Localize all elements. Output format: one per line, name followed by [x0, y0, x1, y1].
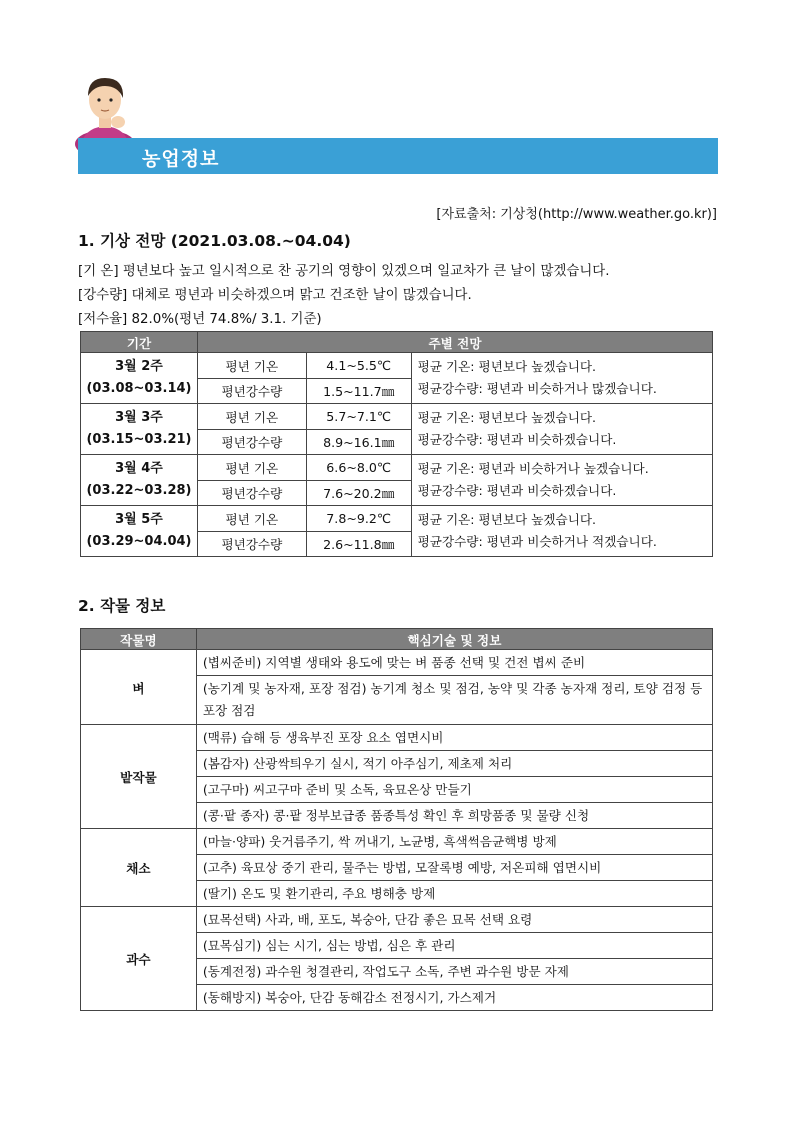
crop-info-item: (봄감자) 산광싹틔우기 실시, 적기 아주심기, 제초제 처리: [196, 751, 712, 777]
temp-label: 평년 기온: [197, 353, 306, 379]
crop-info-item: (묘목선택) 사과, 배, 포도, 복숭아, 단감 좋은 묘목 선택 요령: [196, 907, 712, 933]
rain-value: 7.6~20.2㎜: [306, 480, 411, 506]
crop-info-item: (묘목심기) 심는 시기, 심는 방법, 심은 후 관리: [196, 933, 712, 959]
period-cell: 3월 2주 (03.08~03.14): [81, 353, 198, 404]
crop-name-field: 밭작물: [81, 725, 197, 829]
temp-value: 6.6~8.0℃: [306, 455, 411, 481]
rain-value: 8.9~16.1㎜: [306, 429, 411, 455]
table-row: [81, 907, 713, 933]
crop-info-item: (고추) 육묘상 중기 관리, 물주는 방법, 모잘록병 예방, 저온피해 엽면시비: [196, 855, 712, 881]
period-cell: 3월 5주 (03.29~04.04): [81, 506, 198, 557]
period-cell: 3월 3주 (03.15~03.21): [81, 404, 198, 455]
temp-value: 7.8~9.2℃: [306, 506, 411, 532]
crop-info-item: (맥류) 습해 등 생육부진 포장 요소 엽면시비: [196, 725, 712, 751]
table-row: [81, 829, 713, 855]
crop-name-vegetable: 채소: [81, 829, 197, 907]
crop-info-table: [80, 628, 713, 1011]
table-row: [81, 404, 713, 430]
outlook-cell: 평균 기온: 평년보다 높겠습니다. 평균강수량: 평년과 비슷하거나 많겠습니다.: [411, 353, 712, 404]
outlook-cell: 평균 기온: 평년보다 높겠습니다. 평균강수량: 평년과 비슷하거나 적겠습니다.: [411, 506, 712, 557]
crop-name-rice: 벼: [81, 650, 197, 725]
crop-info-item: (동계전정) 과수원 청결관리, 작업도구 소독, 주변 과수원 방문 자제: [196, 959, 712, 985]
table-row: [81, 455, 713, 481]
col-header-crop: 작물명: [81, 629, 197, 650]
section-crop-title: 2. 작물 정보: [78, 597, 166, 615]
temp-value: 4.1~5.5℃: [306, 353, 411, 379]
crop-info-item: (딸기) 온도 및 환기관리, 주요 병해충 방제: [196, 881, 712, 907]
crop-info-item: (콩·팥 종자) 콩·팥 정부보급종 품종특성 확인 후 희망품종 및 물량 신청: [196, 803, 712, 829]
page-title: 농업정보: [142, 148, 220, 170]
section-weather-title: 1. 기상 전망 (2021.03.08.~04.04): [78, 232, 351, 250]
table-row: [81, 725, 713, 751]
weather-rain-line: [강수량] 대체로 평년과 비슷하겠으며 맑고 건조한 날이 많겠습니다.: [78, 288, 472, 303]
rain-label: 평년강수량: [197, 378, 306, 404]
temp-value: 5.7~7.1℃: [306, 404, 411, 430]
col-header-info: 핵심기술 및 정보: [196, 629, 712, 650]
rain-value: 2.6~11.8㎜: [306, 531, 411, 557]
period-cell: 3월 4주 (03.22~03.28): [81, 455, 198, 506]
crop-info-item: (고구마) 씨고구마 준비 및 소독, 육묘온상 만들기: [196, 777, 712, 803]
temp-label: 평년 기온: [197, 404, 306, 430]
rain-label: 평년강수량: [197, 480, 306, 506]
rain-label: 평년강수량: [197, 429, 306, 455]
table-row: [81, 506, 713, 532]
rain-label: 평년강수량: [197, 531, 306, 557]
col-header-period: 기간: [81, 332, 198, 353]
data-source: [자료출처: 기상청(http://www.weather.go.kr)]: [436, 207, 717, 222]
temp-label: 평년 기온: [197, 455, 306, 481]
temp-label: 평년 기온: [197, 506, 306, 532]
weather-temp-line: [기 온] 평년보다 높고 일시적으로 찬 공기의 영향이 있겠으며 일교차가 큰 날이 많겠습니다.: [78, 264, 610, 279]
outlook-cell: 평균 기온: 평년과 비슷하거나 높겠습니다. 평균강수량: 평년과 비슷하겠습니다.: [411, 455, 712, 506]
rain-value: 1.5~11.7㎜: [306, 378, 411, 404]
crop-info-item: (마늘·양파) 웃거름주기, 싹 꺼내기, 노균병, 흑색썩음균핵병 방제: [196, 829, 712, 855]
crop-name-fruit: 과수: [81, 907, 197, 1011]
table-row: [81, 650, 713, 676]
crop-info-item: (볍씨준비) 지역별 생태와 용도에 맞는 벼 품종 선택 및 건전 볍씨 준비: [196, 650, 712, 676]
crop-info-item: (농기계 및 농자재, 포장 점검) 농기계 청소 및 점검, 농약 및 각종 농자재 정리, 토양 검정 등 포장 점검: [196, 676, 712, 725]
table-row: [81, 353, 713, 379]
weather-reservoir-line: [저수율] 82.0%(평년 74.8%/ 3.1. 기준): [78, 312, 322, 327]
outlook-cell: 평균 기온: 평년보다 높겠습니다. 평균강수량: 평년과 비슷하겠습니다.: [411, 404, 712, 455]
col-header-outlook: 주별 전망: [197, 332, 712, 353]
crop-info-item: (동해방지) 복숭아, 단감 동해감소 전정시기, 가스제거: [196, 985, 712, 1011]
weekly-forecast-table: [80, 331, 713, 557]
